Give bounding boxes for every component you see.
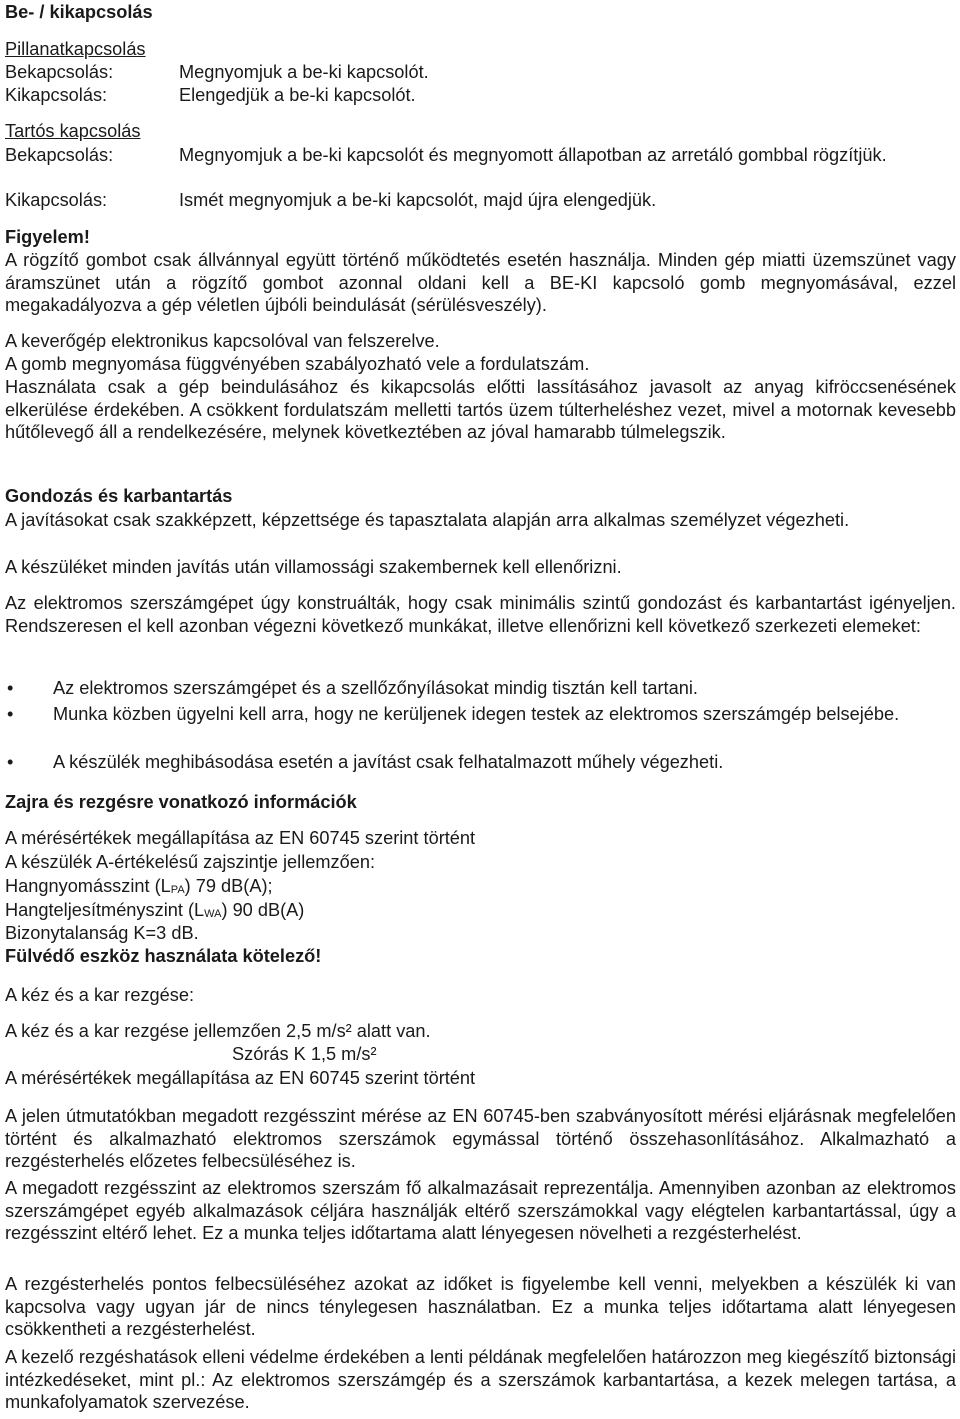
- momentary-on-text: Megnyomjuk a be-ki kapcsolót.: [179, 62, 429, 82]
- electronic-switch-text-3: Használata csak a gép beindulásához és kikapcsolás előtti lassításához javasolt az anyag kifröccsenésének elkerülése érdekében. A csökkent fordulatszám melletti tartós üzem túlterheléshez vezet, mivel a motornak kevesebb hűtőlevegő áll a rendelkezésére, melynek következtében az jóval hamarabb túlmelegszik.: [5, 377, 956, 443]
- momentary-heading: Pillanatkapcsolás: [5, 39, 146, 59]
- sound-pressure-label: Hangnyomásszint (L: [5, 876, 171, 896]
- continuous-on-label: Bekapcsolás:: [5, 145, 114, 165]
- sound-power-subscript: WA: [204, 908, 222, 920]
- vibration-paragraph-3: A rezgésterhelés pontos felbecsüléséhez azokat az időket is figyelembe kell venni, melyekben a készülék ki van kapcsolva vagy ugyan jár de nincs ténylegesen használatban. Ez a munka teljes időtartama alatt lényegesen csökkentheti a rezgésterhelést.: [5, 1274, 956, 1340]
- care-bullet-text: Az elektromos szerszámgépet és a szellőzőnyílásokat mindig tisztán kell tartani.: [53, 678, 698, 698]
- warning-title: Figyelem!: [5, 227, 90, 247]
- vibration-deviation: Szórás K 1,5 m/s²: [232, 1044, 377, 1064]
- continuous-off-text: Ismét megnyomjuk a be-ki kapcsolót, majd újra elengedjük.: [179, 190, 657, 210]
- sound-pressure-value: ) 79 dB(A);: [184, 876, 273, 896]
- momentary-off-row: [5, 84, 956, 107]
- care-bullet-item: [5, 677, 956, 700]
- continuous-off-row: [5, 189, 956, 212]
- momentary-on-label: Bekapcsolás:: [5, 62, 114, 82]
- warning-text: A rögzítő gombot csak állvánnyal együtt történő működtetés esetén használja. Minden gép miatti üzemszünet vagy áramszünet után a rögzítő gombot azonnal oldani kell a BE-KI kapcsoló gomb megnyomásával, ezzel megakadályozva a gép véletlen újbóli beindulását (sérülésveszély).: [5, 250, 956, 316]
- continuous-heading: Tartós kapcsolás: [5, 121, 141, 141]
- noise-level-intro: A készülék A-értékelésű zajszintje jellemzően:: [5, 852, 375, 872]
- section-title-onoff: Be- / kikapcsolás: [5, 2, 153, 22]
- noise-measurement-standard: A mérésértékek megállapítása az EN 60745 szerint történt: [5, 828, 476, 848]
- care-bullet-text: Munka közben ügyelni kell arra, hogy ne kerüljenek idegen testek az elektromos szerszámgép belsejébe.: [53, 704, 900, 724]
- care-bullet-text: A készülék meghibásodása esetén a javítást csak felhatalmazott műhely végezheti.: [53, 752, 724, 772]
- bullet-icon: •: [7, 704, 14, 724]
- vibration-value: A kéz és a kar rezgése jellemzően 2,5 m/s² alatt van.: [5, 1021, 431, 1041]
- uncertainty: Bizonytalanság K=3 dB.: [5, 923, 199, 943]
- care-bullet-item: [5, 751, 956, 774]
- sound-pressure-level: [5, 875, 956, 898]
- section-title-care: Gondozás és karbantartás: [5, 486, 233, 506]
- momentary-on-row: [5, 61, 956, 84]
- vibration-measurement-standard: A mérésértékek megállapítása az EN 60745 szerint történt: [5, 1068, 476, 1088]
- electronic-switch-text-1: A keverőgép elektronikus kapcsolóval van felszerelve.: [5, 331, 440, 351]
- care-paragraph-3: Az elektromos szerszámgépet úgy konstruálták, hogy csak minimális szintű gondozást és karbantartást igényeljen. Rendszeresen el kell azonban végezni következő munkákat, illetve ellenőrizni kell következő szerkezeti elemeket:: [5, 593, 956, 636]
- bullet-icon: •: [7, 752, 14, 772]
- sound-power-label: Hangteljesítményszint (L: [5, 900, 205, 920]
- sound-power-value: ) 90 dB(A): [221, 900, 305, 920]
- continuous-off-label: Kikapcsolás:: [5, 190, 108, 210]
- vibration-heading: A kéz és a kar rezgése:: [5, 985, 195, 1005]
- momentary-off-label: Kikapcsolás:: [5, 85, 108, 105]
- continuous-on-row: [5, 144, 956, 167]
- vibration-paragraph-4: A kezelő rezgéshatások elleni védelme érdekében a lenti példának megfelelően határozzon meg kiegészítő biztonsági intézkedéseket, mint pl.: Az elektromos szerszámgép és a szerszámok karbantartása, a kezek melegen tartása, a munkafolyamatok szervezése.: [5, 1347, 956, 1413]
- momentary-off-text: Elengedjük a be-ki kapcsolót.: [179, 85, 416, 105]
- bullet-icon: •: [7, 678, 14, 698]
- hearing-protection-warning: Fülvédő eszköz használata kötelező!: [5, 946, 322, 966]
- sound-power-level: [5, 899, 956, 922]
- sound-pressure-subscript: PA: [170, 884, 185, 896]
- continuous-on-text: Megnyomjuk a be-ki kapcsolót és megnyomott állapotban az arretáló gombbal rögzítjük.: [179, 145, 887, 165]
- vibration-paragraph-1: A jelen útmutatókban megadott rezgésszint mérése az EN 60745-ben szabványosított mérési eljárásnak megfelelően történt és alkalmazható elektromos szerszámok egymással történő összehasonlításához. Alkalmazható a rezgésterhelés előzetes felbecsüléséhez is.: [5, 1106, 956, 1172]
- vibration-paragraph-2: A megadott rezgésszint az elektromos szerszám fő alkalmazásait reprezentálja. Amennyiben azonban az elektromos szerszámgépet egyéb alkalmazások céljára használják eltérő szerszámokkal vagy elégtelen karbantartással, úgy a rezgésszint eltérő lehet. Ez a munka teljes időtartama alatt lényegesen növelheti a rezgésterhelést.: [5, 1178, 956, 1244]
- care-paragraph-2: A készüléket minden javítás után villamossági szakembernek kell ellenőrizni.: [5, 557, 622, 577]
- electronic-switch-text-2: A gomb megnyomása függvényében szabályozható vele a fordulatszám.: [5, 354, 590, 374]
- care-bullet-item: [5, 703, 956, 726]
- section-title-noise: Zajra és rezgésre vonatkozó információk: [5, 792, 357, 812]
- care-paragraph-1: A javításokat csak szakképzett, képzettsége és tapasztalata alapján arra alkalmas személyzet végezheti.: [5, 510, 850, 530]
